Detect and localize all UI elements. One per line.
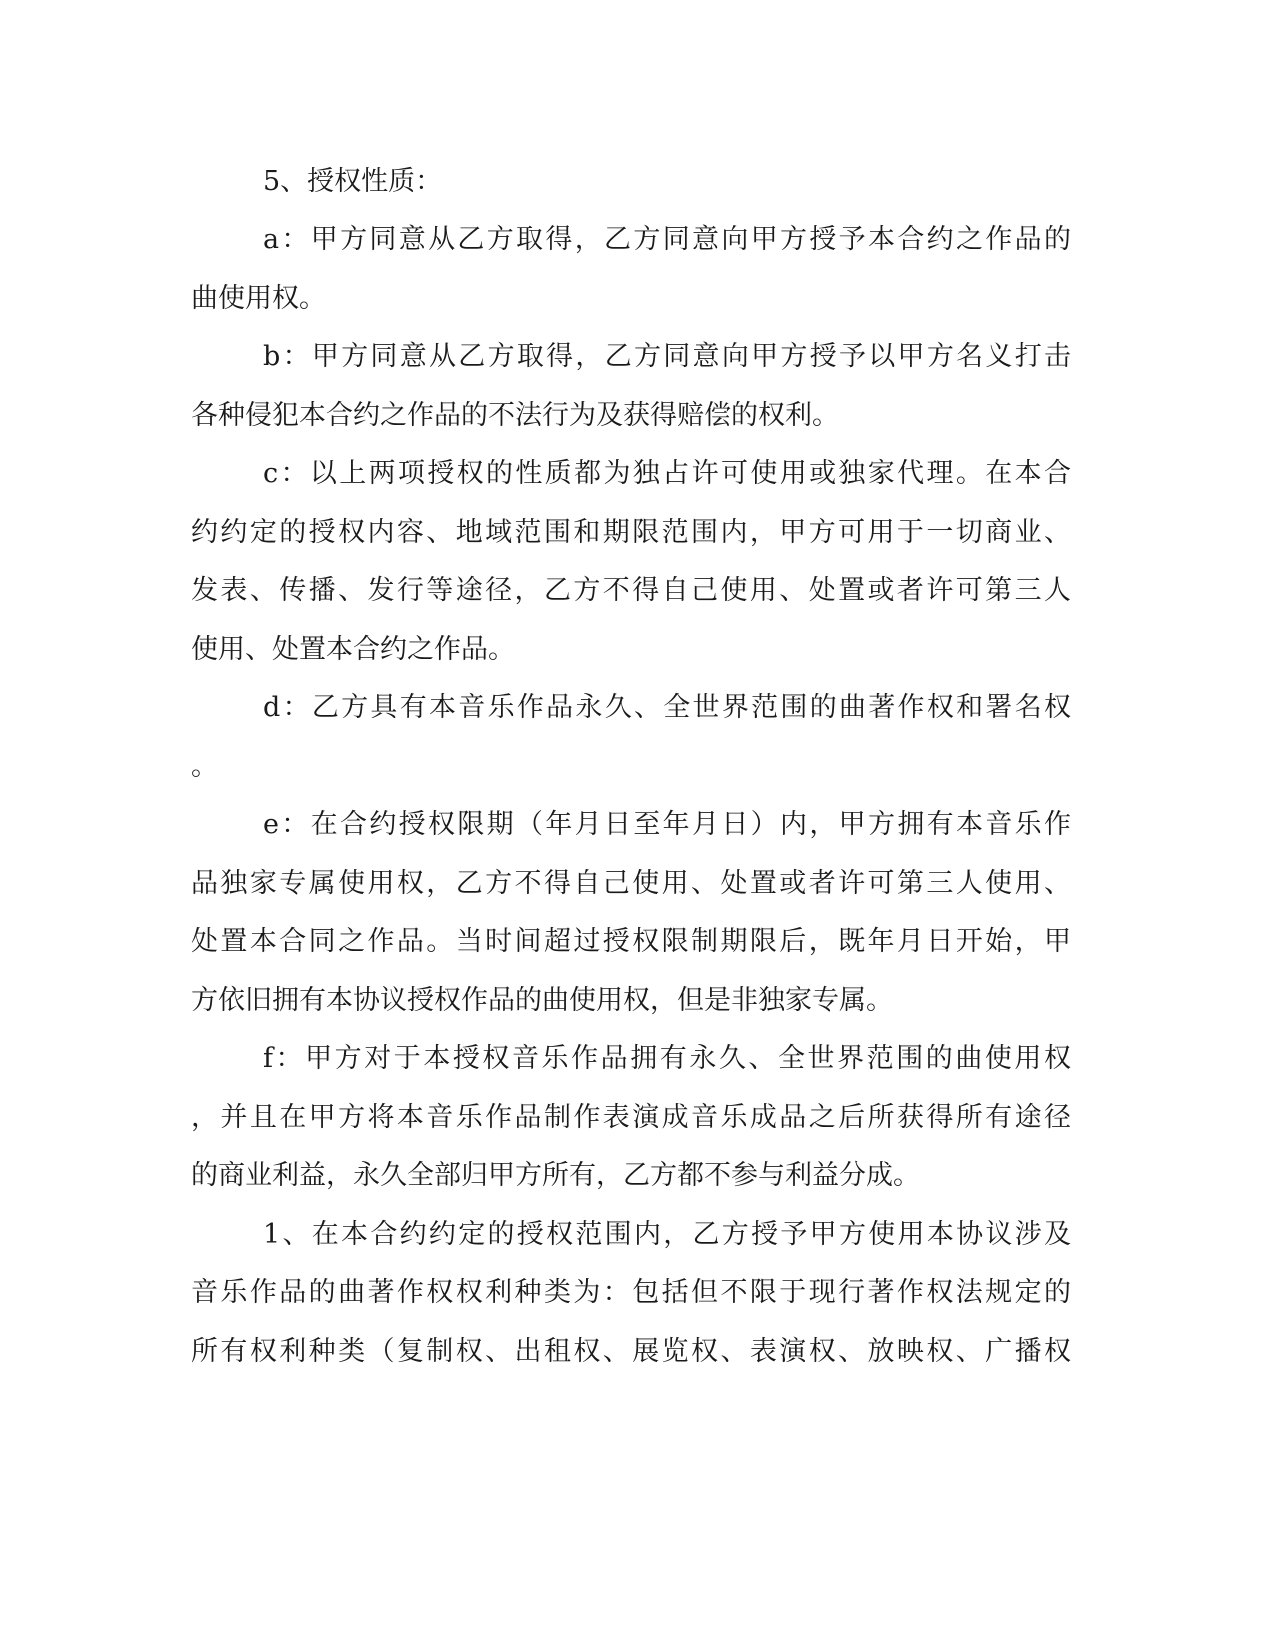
clause-a-line-2: 曲使用权。: [191, 283, 326, 314]
paragraph-1-line-1: 1、在本合约约定的授权范围内，乙方授予甲方使用本协议涉及: [263, 1219, 1071, 1250]
clause-c-line-3: 发表、传播、发行等途径，乙方不得自己使用、处置或者许可第三人: [191, 575, 1071, 606]
clause-e-line-3: 处置本合同之作品。当时间超过授权限制期限后，既年月日开始，甲: [191, 926, 1071, 957]
clause-e-line-2: 品独家专属使用权，乙方不得自己使用、处置或者许可第三人使用、: [191, 868, 1071, 899]
clause-e-line-1: e：在合约授权限期（年月日至年月日）内，甲方拥有本音乐作: [263, 809, 1071, 840]
paragraph-1-line-3: 所有权利种类（复制权、出租权、展览权、表演权、放映权、广播权: [191, 1336, 1071, 1367]
clause-b-line-2: 各种侵犯本合约之作品的不法行为及获得赔偿的权利。: [191, 400, 839, 431]
clause-e-line-4: 方依旧拥有本协议授权作品的曲使用权，但是非独家专属。: [191, 985, 893, 1016]
clause-d-line-2: 。: [191, 751, 218, 782]
clause-a-line-1: a：甲方同意从乙方取得，乙方同意向甲方授予本合约之作品的: [263, 224, 1071, 255]
clause-c-line-2: 约约定的授权内容、地域范围和期限范围内，甲方可用于一切商业、: [191, 517, 1071, 548]
clause-f-line-3: 的商业利益，永久全部归甲方所有，乙方都不参与利益分成。: [191, 1160, 920, 1191]
clause-f-line-2: ，并且在甲方将本音乐作品制作表演成音乐成品之后所获得所有途径: [191, 1102, 1071, 1133]
clause-c-line-1: c：以上两项授权的性质都为独占许可使用或独家代理。在本合: [263, 458, 1071, 489]
paragraph-5-heading: 5、授权性质：: [263, 166, 443, 197]
clause-b-line-1: b：甲方同意从乙方取得，乙方同意向甲方授予以甲方名义打击: [263, 341, 1071, 372]
clause-f-line-1: f：甲方对于本授权音乐作品拥有永久、全世界范围的曲使用权: [263, 1043, 1071, 1074]
paragraph-1-line-2: 音乐作品的曲著作权权利种类为：包括但不限于现行著作权法规定的: [191, 1277, 1071, 1308]
clause-d-line-1: d：乙方具有本音乐作品永久、全世界范围的曲著作权和署名权: [263, 692, 1071, 723]
clause-c-line-4: 使用、处置本合约之作品。: [191, 634, 515, 665]
